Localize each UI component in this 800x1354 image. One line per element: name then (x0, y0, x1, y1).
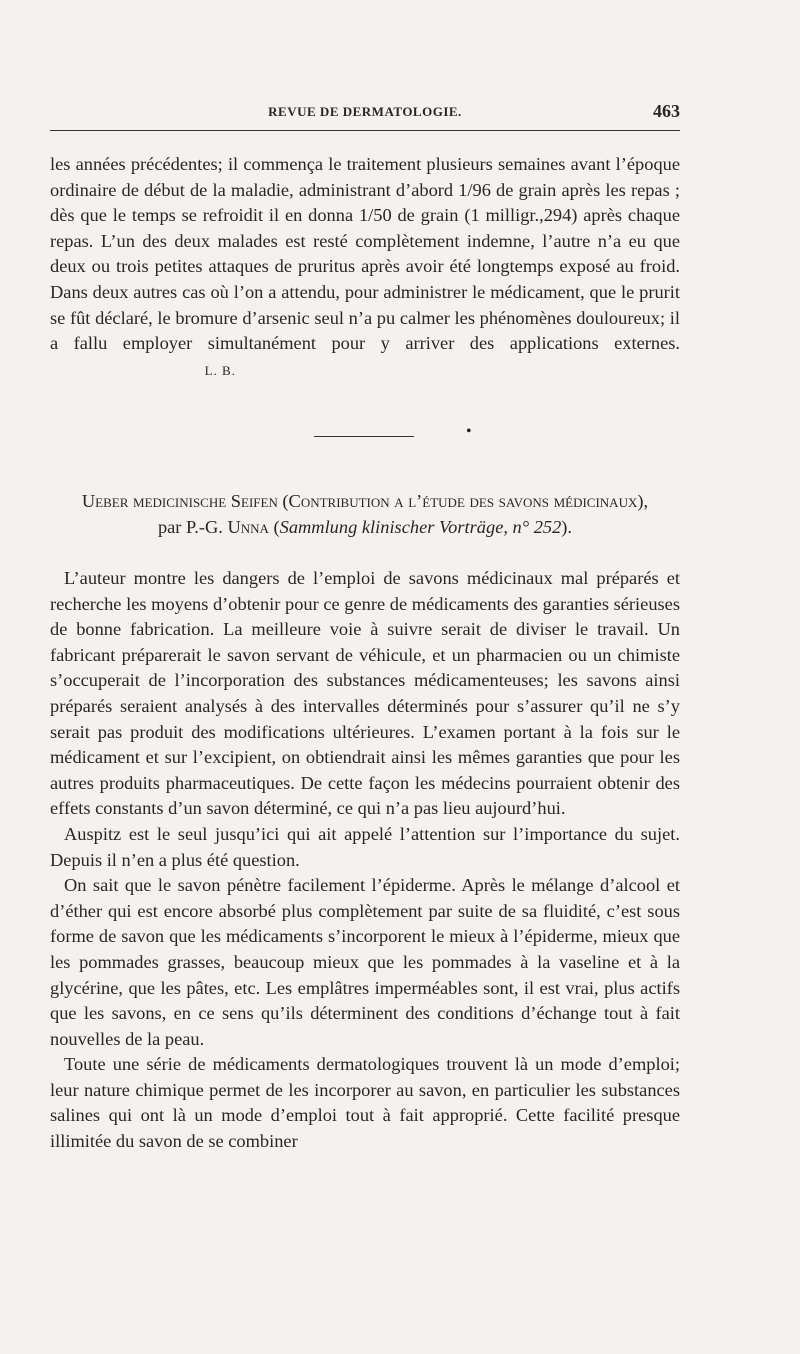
body-paragraph: Toute une série de médicaments dermatologiques trouvent là un mode d’emploi; leur nature chimique permet de les incorporer au savon, en particulier les substances salines qui ont là un mode d’emploi tout à fait approprié. Cette facilité presque illimitée du savon de se combiner (50, 1054, 680, 1152)
signature: L. B. (204, 362, 236, 378)
article-body (50, 566, 680, 1155)
page-number: 463 (653, 101, 680, 121)
article-series: Sammlung klinischer Vorträge, n° 252 (279, 517, 562, 537)
body-paragraph: Auspitz est le seul jusqu’ici qui ait appelé l’attention sur l’importance du sujet. Depuis il n’en a plus été question. (50, 823, 680, 870)
page-header (50, 101, 680, 126)
series-open: ( (273, 517, 280, 537)
header-rule (50, 130, 680, 131)
separator-dot: • (466, 423, 472, 440)
paragraph-continued (50, 152, 680, 383)
series-close: ). (561, 517, 573, 537)
article-title: Ueber medicinische Seifen (Contribution a l’étude des savons médicinaux), (81, 491, 649, 511)
article-by: par P.-G. (157, 517, 223, 537)
article-heading (50, 488, 680, 540)
section-separator (314, 436, 414, 437)
body-paragraph: On sait que le savon pénètre facilement l’épiderme. Après le mélange d’alcool et d’éther qui est encore absorbé plus complètement par suite de sa fluidité, c’est sous forme de savon que les médicaments s’incorporent le mieux à l’épiderme, mieux que les pommades grasses, beaucoup mieux que les pommades à la vaseline et à la glycérine, que les pâtes, etc. Les emplâtres imperméables sont, il est vrai, plus actifs que les savons, en ce sens qu’ils déterminent des conditions d’échange tout à fait nouvelles de la peau. (50, 875, 680, 1049)
article-author: Unna (227, 517, 269, 537)
running-title: REVUE DE DERMATOLOGIE. (268, 104, 462, 119)
body-paragraph: L’auteur montre les dangers de l’emploi de savons médicinaux mal préparés et recherche les moyens d’obtenir pour ce genre de médicaments des garanties sérieuses de bonne fabrication. La meilleure voie à suivre serait de diviser le travail. Un fabricant préparerait le savon servant de véhicule, et un pharmacien ou un chimiste s’occuperait de l’incorporation des substances médicamenteuses; les savons ainsi préparés seraient analysés à des intervalles déterminés pour s’assurer qu’il ne s’y serait pas produit des modifications ultérieures. L’examen portant à la fois sur le médicament et sur l’excipient, on obtiendrait ainsi les mêmes garanties que pour les autres produits pharmaceutiques. De cette façon les médecins pourraient obtenir des effets constants d’un savon déterminé, ce qui n’a pas lieu aujourd’hui. (50, 568, 680, 819)
paragraph-text: les années précédentes; il commença le traitement plusieurs semaines avant l’époque ordinaire de début de la maladie, administrant d’abord 1/96 de grain après les repas ; dès que le temps se refroidit il en donna 1/50 de grain (1 milligr.,294) après chaque repas. L’un des deux malades est resté complètement indemne, l’autre n’a eu que deux ou trois petites attaques de pruritus après avoir été longtemps exposé au froid. Dans deux autres cas où l’on a attendu, pour administrer le médicament, que le prurit se fût déclaré, le bromure d’arsenic seul n’a pu calmer les phénomènes douloureux; il a fallu employer simultanément pour y arriver des applications externes. (50, 154, 680, 354)
